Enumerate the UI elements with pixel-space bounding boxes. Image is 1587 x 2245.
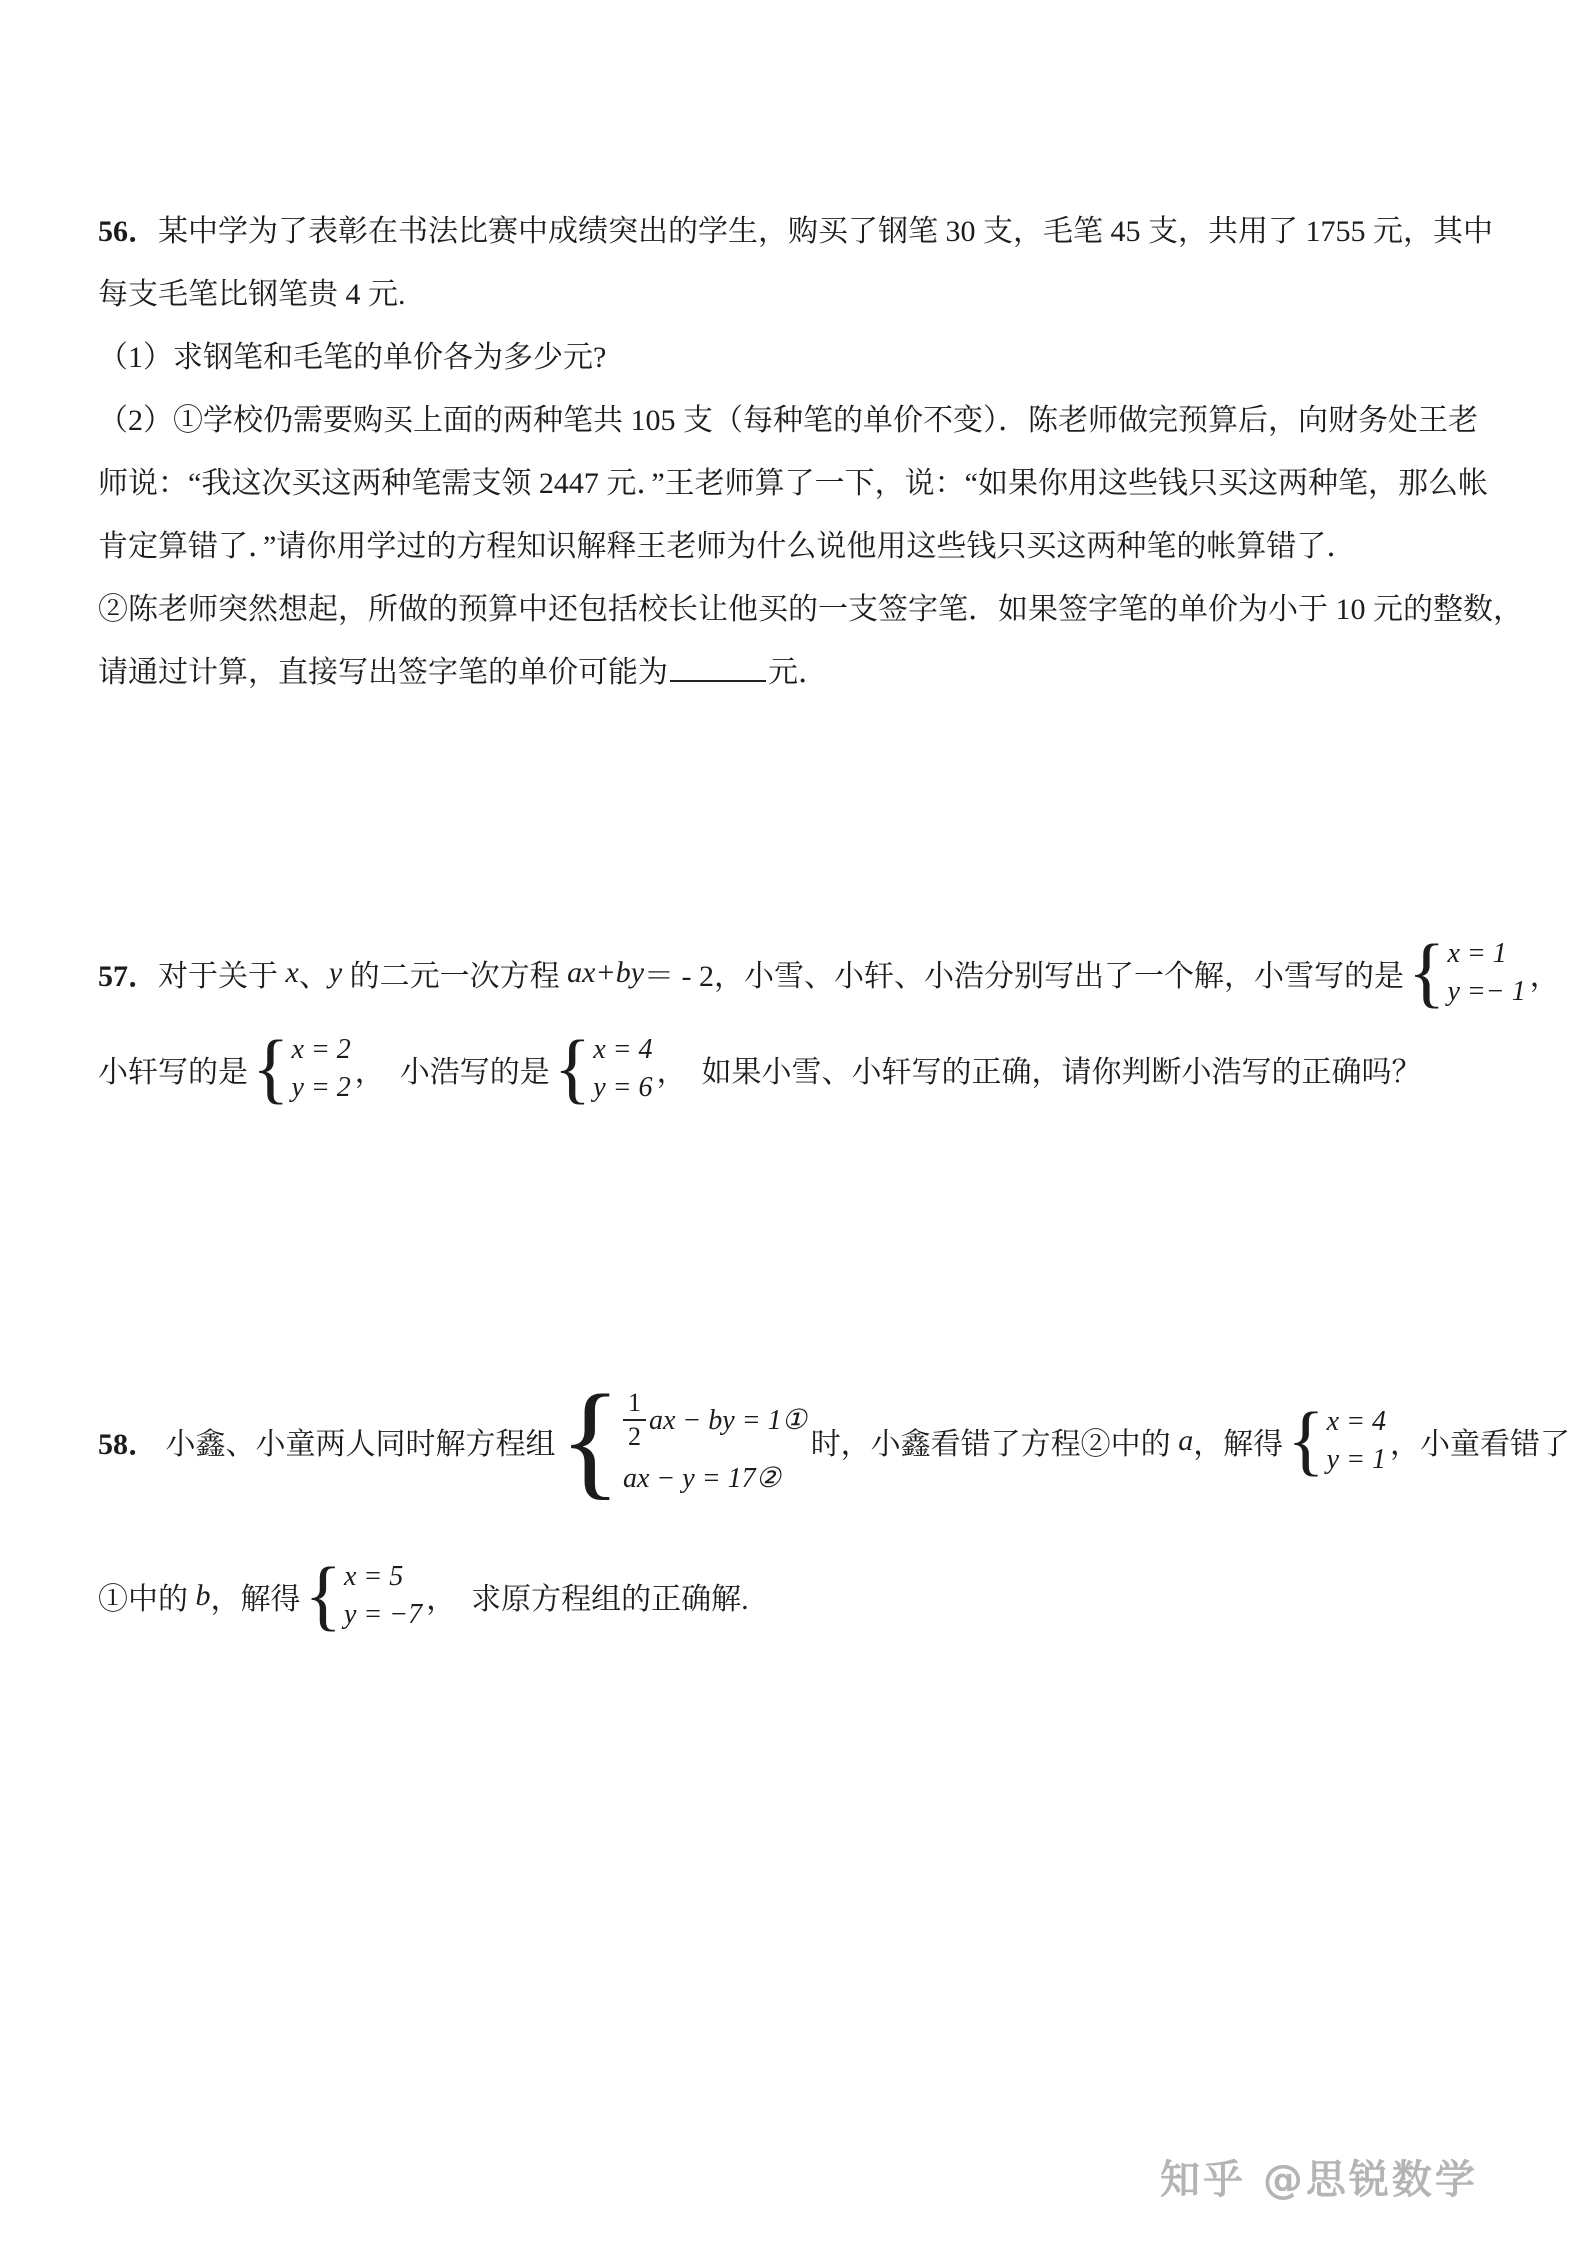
text-line: [98, 200, 1518, 263]
equation-row: y =− 1: [1447, 976, 1526, 1007]
text-segment: ， 求原方程组的正确解.: [426, 1583, 749, 1616]
left-brace: {: [1287, 1395, 1325, 1483]
text-segment: 某中学为了表彰在书法比赛中成绩突出的学生，购买了钢笔 30 支，毛笔 45 支，共用了 1755 元，其中: [158, 215, 1493, 248]
text-segment: ，解得: [1193, 1428, 1284, 1461]
equation-system-xiaoxue: [1408, 927, 1526, 1015]
equation-system-xiaohao: [553, 1023, 653, 1111]
text-line: [98, 925, 1560, 1021]
math-segment: ax+by: [567, 956, 645, 989]
blank-underline: [670, 650, 766, 682]
text-line: 师说：“我这次买这两种笔需支领 2447 元．”王老师算了一下，说：“如果你用这些钱只买这两种笔，那么帐: [98, 467, 1488, 500]
equation-row: y = 1: [1326, 1444, 1386, 1475]
equation-system-xiaoxin: [1287, 1395, 1386, 1483]
equation-system-xiaoxuan: [252, 1023, 351, 1111]
problem-56: [98, 200, 1523, 704]
text-segment: ， 小浩写的是: [354, 1056, 550, 1089]
text-segment: ①中的: [98, 1583, 196, 1616]
watermark: 知乎 @思锐数学: [1160, 2157, 1478, 2203]
left-brace: {: [1408, 927, 1446, 1015]
text-line: （2）①学校仍需要购买上面的两种笔共 105 支（每种笔的单价不变）．陈老师做完预算后，向财务处王老: [98, 404, 1478, 437]
text-line: 肯定算错了．”请你用学过的方程知识解释王老师为什么说他用这些钱只买这两种笔的帐算错了．: [98, 530, 1357, 563]
problem-number: 57．: [98, 960, 158, 993]
problem-58: [98, 1368, 1570, 1644]
equation-system-main: [559, 1368, 807, 1511]
problem-number: 56．: [98, 215, 158, 248]
problem-57: [98, 925, 1560, 1117]
fraction-denominator: 2: [627, 1422, 641, 1451]
text-line: [98, 1368, 1570, 1511]
equation-row: x = 5: [343, 1561, 404, 1592]
text-segment: ，小童看错了: [1389, 1428, 1570, 1461]
left-brace: {: [553, 1023, 592, 1111]
equation-text: ax − by = 1①: [648, 1405, 807, 1436]
math-segment: b: [195, 1579, 211, 1612]
equation-row: [623, 1382, 807, 1458]
text-line: [98, 1548, 1518, 1644]
text-segment: ，: [1529, 960, 1560, 993]
equation-row: x = 1: [1447, 938, 1507, 969]
equation-row: y = 2: [291, 1072, 351, 1103]
fraction-one-half: [623, 1387, 646, 1453]
text-segment: ＝ - 2，小雪、小轩、小浩分别写出了一个解，小雪写的是: [644, 960, 1405, 993]
equation-row: x = 4: [1326, 1406, 1386, 1437]
text-segment: 对于关于: [158, 960, 286, 993]
equation-row: x = 4: [593, 1034, 653, 1065]
left-brace: {: [304, 1550, 342, 1638]
text-segment: 时，小鑫看错了方程②中的: [810, 1428, 1179, 1461]
left-brace: {: [252, 1023, 290, 1111]
text-segment: ，解得: [210, 1583, 301, 1616]
equation-system-xiaotong: [304, 1550, 423, 1638]
text-segment: 元．: [768, 656, 828, 689]
text-segment: 小轩写的是: [98, 1056, 248, 1089]
text-line: [98, 1021, 1518, 1117]
math-segment: y: [328, 956, 343, 989]
math-segment: x: [285, 956, 299, 989]
text-segment: 请通过计算，直接写出签字笔的单价可能为: [98, 656, 668, 689]
equation-row: y = 6: [593, 1072, 653, 1103]
text-line: [98, 641, 1518, 704]
equation-row: y = −7: [343, 1599, 423, 1630]
text-segment: 的二元一次方程: [342, 960, 568, 993]
text-segment: ， 如果小雪、小轩写的正确，请你判断小浩写的正确吗？: [656, 1056, 1422, 1089]
text-segment: 小鑫、小童两人同时解方程组: [158, 1428, 556, 1461]
fraction-numerator: 1: [623, 1387, 646, 1421]
text-line: 每支毛笔比钢笔贵 4 元.: [98, 278, 406, 311]
equation-row: x = 2: [291, 1034, 351, 1065]
equation-row: ax − y = 17②: [622, 1463, 781, 1494]
math-segment: a: [1178, 1424, 1194, 1457]
text-line: ②陈老师突然想起，所做的预算中还包括校长让他买的一支签字笔．如果签字笔的单价为小于 10 元的整数，: [98, 593, 1523, 626]
text-line: （1）求钢笔和毛笔的单价各为多少元?: [98, 341, 607, 374]
left-brace: {: [559, 1368, 621, 1511]
problem-number: 58．: [98, 1428, 158, 1461]
text-segment: 、: [298, 960, 329, 993]
